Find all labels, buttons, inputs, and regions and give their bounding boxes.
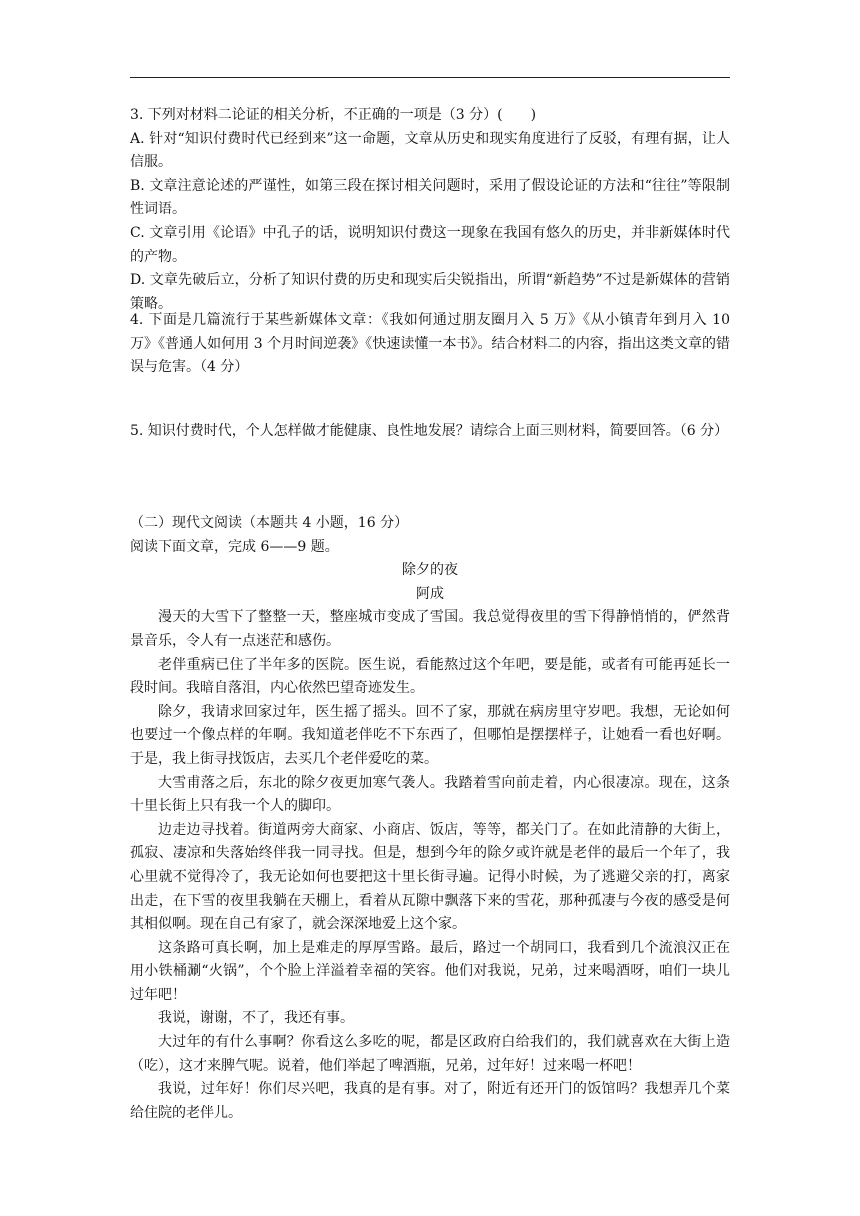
question-4-text: 4. 下面是几篇流行于某些新媒体文章：《我如何通过朋友圈月入 5 万》《从小镇青年到月入 10 万》《普通人如何用 3 个月时间逆袭》《快速读懂一本书》。结合材料二的内容，指出这类文章的错误与危害。（4 分） [130, 312, 730, 376]
question-3-stem: 3. 下列对材料二论证的相关分析，不正确的一项是（3 分）( ) [130, 107, 537, 123]
article-paragraph: 边走边寻找着。街道两旁大商家、小商店、饭店，等等，都关门了。在如此清静的大街上，孤寂、凄凉和失落始终伴我一同寻找。但是，想到今年的除夕或许就是老伴的最后一个年了，我心里就不觉得冷了，我无论如何也要把这十里长街寻遍。记得小时候，为了逃避父亲的打，离家出走，在下雪的夜里我躺在天棚上，看着从瓦隙中飘落下来的雪花，那种孤凄与今夜的感受是何其相似啊。现在自己有家了，就会深深地爱上这个家。 [130, 821, 730, 933]
question-5-text: 5. 知识付费时代，个人怎样做才能健康、良性地发展？请综合上面三则材料，简要回答。（6 分） [130, 423, 729, 439]
question-3-option-c: C. 文章引用《论语》中孔子的话，说明知识付费这一现象在我国有悠久的历史，并非新媒体时代的产物。 [130, 224, 730, 265]
question-4 [130, 309, 730, 380]
question-5 [130, 420, 730, 444]
article-paragraph: 老伴重病已住了半年多的医院。医生说，看能熬过这个年吧，要是能，或者有可能再延长一段时间。我暗自落泪，内心依然巴望奇迹发生。 [130, 656, 730, 697]
article-paragraph: 除夕，我请求回家过年，医生摇了摇头。回不了家，那就在病房里守岁吧。我想，无论如何也要过一个像点样的年啊。我知道老伴吃不下东西了，但哪怕是摆摆样子，让她看一看也好啊。于是，我上街寻找饭店，去买几个老伴爱吃的菜。 [130, 703, 730, 767]
article-paragraph: 漫天的大雪下了整整一天，整座城市变成了雪国。我总觉得夜里的雪下得静悄悄的，俨然背景音乐，令人有一点迷茫和感伤。 [130, 609, 730, 649]
reading-section [130, 512, 730, 1125]
article-title: 除夕的夜 [402, 562, 458, 579]
article-paragraph: 我说，过年好！你们尽兴吧，我真的是有事。对了，附近有还开门的饭馆吗？我想弄几个菜给住院的老伴儿。 [130, 1081, 730, 1121]
article-paragraph: 大雪甫落之后，东北的除夕夜更加寒气袭人。我踏着雪向前走着，内心很凄凉。现在，这条十里长街上只有我一个人的脚印。 [130, 774, 730, 815]
section-heading: （二）现代文阅读（本题共 4 小题，16 分） [130, 515, 409, 531]
question-3-option-d: D. 文章先破后立，分析了知识付费的历史和现实后尖锐指出，所谓“新趋势”不过是新媒体的营销策略。 [130, 272, 730, 312]
article-paragraph: 我说，谢谢，不了，我还有事。 [158, 1010, 354, 1027]
question-3-option-a: A. 针对“知识付费时代已经到来”这一命题，文章从历史和现实角度进行了反驳，有理有据，让人信服。 [130, 130, 730, 171]
question-3 [130, 104, 730, 316]
question-3-option-b: B. 文章注意论述的严谨性，如第三段在探讨相关问题时，采用了假设论证的方法和“往往”等限制性词语。 [130, 177, 730, 218]
section-instruction: 阅读下面文章，完成 6——9 题。 [130, 538, 339, 555]
header-rule [130, 77, 730, 78]
article-author: 阿成 [416, 585, 444, 602]
article-paragraph: 这条路可真长啊，加上是难走的厚厚雪路。最后，路过一个胡同口，我看到几个流浪汉正在用小铁桶涮“火锅”，个个脸上洋溢着幸福的笑容。他们对我说，兄弟，过来喝酒呀，咱们一块儿过年吧！ [130, 939, 730, 1003]
article-paragraph: 大过年的有什么事啊？你看这么多吃的呢，都是区政府白给我们的，我们就喜欢在大街上造（吃），这才来脾气呢。说着，他们举起了啤酒瓶，兄弟，过年好！过来喝一杯吧！ [130, 1034, 730, 1074]
